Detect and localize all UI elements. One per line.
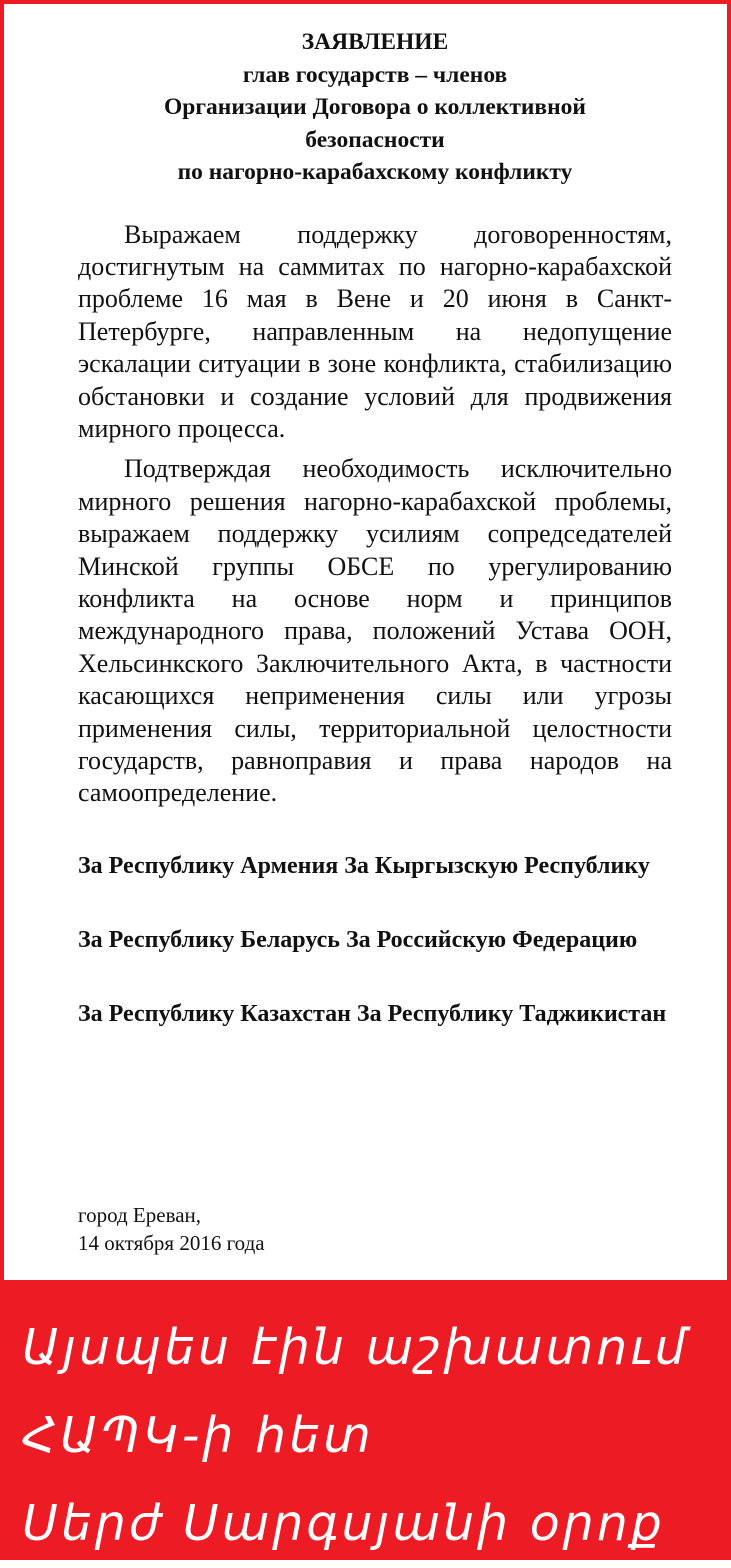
statement-title [78,26,672,189]
banner-line-2: ՀԱՊԿ-ի հետ [22,1407,374,1464]
body-paragraph-2: Подтверждая необходимость исключительно мирного решения нагорно-карабахской проблемы, выражаем поддержку усилиям сопредседателей Минской группы ОБСЕ по урегулированию конфликта на основе норм и принципов международного права, положений Устава ООН, Хельсинкского Заключительного Акта, в частности касающихся неприменения силы или угрозы применения силы, территориальной целостности государств, равноправия и права народов на самоопределение. [78,454,672,808]
signature-kazakhstan: За Республику Казахстан [78,1000,357,1027]
title-line-security: безопасности [305,126,445,153]
body-paragraph-1: Выражаем поддержку договоренностям, достигнутым на саммитах по нагорно-карабахской проблеме 16 мая в Вене и 20 июня в Санкт-Петербурге, направленным на недопущение эскалации ситуации в зоне конфликта, стабилизацию обстановки и создание условий для продвижения мирного процесса. [78,219,672,443]
place-text: город Ереван, [78,1203,202,1227]
signatures-block [78,850,672,1030]
signature-armenia: За Республику Армения [78,852,345,879]
title-line-heading: ЗАЯВЛЕНИЕ [301,29,449,55]
place-and-date [78,1201,265,1257]
banner-line-1: Այսպես էին աշխատում [22,1319,689,1376]
statement-document [78,26,672,1072]
signature-row [78,998,672,1030]
signature-kyrgyzstan: За Кыргызскую Республику [344,852,650,879]
date-text: 14 октября 2016 года [78,1231,265,1255]
signature-row [78,924,672,956]
signature-tajikistan: За Республику Таджикистан [356,1000,667,1027]
title-line-organization: Организации Договора о коллективной [164,94,586,120]
title-line-subheading: глав государств – членов [242,61,508,88]
signature-row [78,850,672,882]
banner-headline [22,1304,712,1568]
signature-russia: За Российскую Федерацию [345,926,638,953]
banner-line-3: Սերժ Սարգսյանի օրոք [22,1495,666,1552]
headline-banner [0,1280,731,1560]
title-line-topic: по нагорно-карабахскому конфликту [177,159,573,185]
signature-belarus: За Республику Беларусь [78,926,346,953]
